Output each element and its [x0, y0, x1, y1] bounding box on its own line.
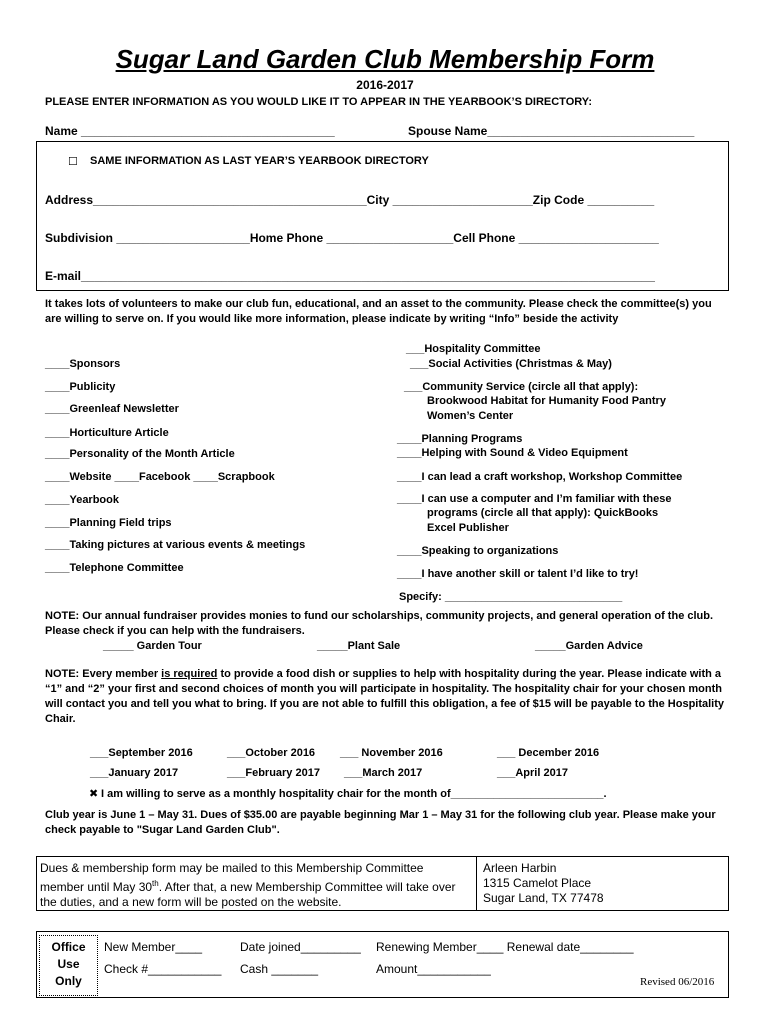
new-member-field[interactable]: New Member____: [104, 940, 203, 954]
form-year: 2016-2017: [356, 78, 414, 92]
name-field[interactable]: Name ______________________________________: [45, 124, 335, 138]
mailing-text-sup: th: [152, 879, 159, 888]
fundraiser-garden-advice[interactable]: _____Garden Advice: [535, 640, 643, 652]
hospitality-note-required: is required: [161, 668, 218, 680]
committee-other-skill[interactable]: ____I have another skill or talent I’d like to try!: [397, 568, 639, 580]
committee-planning[interactable]: ____Planning Programs: [397, 433, 523, 445]
committee-left-item[interactable]: ____Publicity: [45, 381, 116, 393]
committee-left-item[interactable]: ____Website ____Facebook ____Scrapbook: [45, 471, 275, 483]
committee-computer[interactable]: ____I can use a computer and I’m familiar with these: [397, 493, 672, 505]
hospitality-note-post: to provide a food dish or supplies to help with hospitality during the year. Please indicate with a “1” and “2” your first and second choices of month you will participate in hospitality. The hospitality chair for your chosen month will contact you and tell you what to bring. If you are not able to fulfill this obligation, a fee of $15 will be payable to the Hospitality Chair.: [45, 668, 725, 725]
month-february[interactable]: ___February 2017: [227, 767, 320, 779]
computer-programs-2: Excel Publisher: [427, 522, 509, 534]
committee-left-item[interactable]: ____Personality of the Month Article: [45, 448, 235, 460]
committee-left-item[interactable]: ____Planning Field trips: [45, 517, 172, 529]
checkbox-icon[interactable]: ☐: [68, 156, 78, 168]
hospitality-note-pre: NOTE: Every member: [45, 668, 162, 680]
month-october[interactable]: ___October 2016: [227, 747, 316, 759]
fundraiser-note: NOTE: Our annual fundraiser provides monies to fund our scholarships, community projects, and general operation of the club. Please check if you can help with the fundraisers.: [45, 610, 714, 637]
committee-left-item[interactable]: ____Yearbook: [45, 494, 119, 506]
x-mark-icon: ✖: [89, 788, 99, 800]
volunteer-intro: It takes lots of volunteers to make our club fun, educational, and an asset to the community. Please check the committee(s) you are willing to serve on. If you would like more information, please indicate by writing “Info” beside the activity: [45, 298, 712, 325]
fundraiser-plant-sale[interactable]: _____Plant Sale: [317, 640, 401, 652]
committee-hospitality[interactable]: ___Hospitality Committee: [406, 343, 541, 355]
monthly-chair-option[interactable]: I am willing to serve as a monthly hospitality chair for the month of_________________________.: [101, 788, 607, 800]
phone-fields[interactable]: Subdivision ____________________Home Phone ___________________Cell Phone _____________________: [45, 231, 659, 245]
committee-social[interactable]: ___Social Activities (Christmas & May): [410, 358, 612, 370]
committee-sound[interactable]: ____Helping with Sound & Video Equipment: [397, 447, 628, 459]
mailing-address-city: Sugar Land, TX 77478: [483, 891, 604, 905]
community-options: Brookwood Habitat for Humanity Food Pantry: [427, 395, 666, 407]
committee-craft[interactable]: ____I can lead a craft workshop, Workshop Committee: [397, 471, 683, 483]
committee-left-item[interactable]: ____Telephone Committee: [45, 562, 184, 574]
amount-field[interactable]: Amount___________: [376, 962, 491, 976]
mailing-text-post: . After that, a new Membership Committee will take over the duties, and a new form will be posted on the website.: [40, 880, 456, 909]
committee-left-item[interactable]: ____Greenleaf Newsletter: [45, 403, 179, 415]
office-label-line1: Office: [51, 940, 86, 954]
hospitality-note: [45, 667, 735, 727]
cash-field[interactable]: Cash _______: [240, 962, 319, 976]
office-label-line2: Use: [57, 957, 80, 971]
date-joined-field[interactable]: Date joined_________: [240, 940, 361, 954]
club-year-note: Club year is June 1 – May 31. Dues of $35.00 are payable beginning Mar 1 – May 31 for the following club year. Please make your check payable to "Sugar Land Garden Club".: [45, 809, 716, 836]
computer-programs: programs (circle all that apply): QuickBooks: [427, 507, 659, 519]
committee-speaking[interactable]: ____Speaking to organizations: [397, 545, 559, 557]
renewing-member-field[interactable]: Renewing Member____ Renewal date________: [376, 940, 634, 954]
mailing-text: [40, 861, 465, 910]
month-march[interactable]: ___March 2017: [344, 767, 423, 779]
committee-community[interactable]: ___Community Service (circle all that apply):: [404, 381, 639, 393]
committee-left-item[interactable]: ____Sponsors: [45, 358, 121, 370]
fundraiser-garden-tour[interactable]: _____ Garden Tour: [103, 640, 202, 652]
month-september[interactable]: ___September 2016: [90, 747, 193, 759]
address-field[interactable]: Address_________________________________________City _____________________Zip Code __________: [45, 193, 655, 207]
email-field[interactable]: E-mail______________________________________________________________________________________: [45, 269, 655, 283]
community-womens-center: Women’s Center: [427, 410, 514, 422]
revised-date: Revised 06/2016: [640, 976, 715, 988]
committee-left-item[interactable]: ____Taking pictures at various events & meetings: [45, 539, 306, 551]
month-april[interactable]: ___April 2017: [497, 767, 568, 779]
mailing-address-name: Arleen Harbin: [483, 861, 557, 875]
check-number-field[interactable]: Check #___________: [104, 962, 222, 976]
page-title: Sugar Land Garden Club Membership Form: [115, 44, 655, 74]
month-november[interactable]: ___ November 2016: [340, 747, 443, 759]
month-december[interactable]: ___ December 2016: [497, 747, 600, 759]
spouse-name-field[interactable]: Spouse Name_______________________________: [408, 124, 695, 138]
committee-left-item[interactable]: ____Horticulture Article: [45, 427, 169, 439]
mailing-box-divider: [476, 856, 477, 911]
month-january[interactable]: ___January 2017: [90, 767, 179, 779]
office-label-line3: Only: [55, 974, 82, 988]
specify-field[interactable]: Specify: _____________________________: [399, 591, 623, 603]
mailing-address-street: 1315 Camelot Place: [483, 876, 592, 890]
mailing-text-pre: Dues & membership form may be mailed to this Membership Committee member until May 30: [40, 861, 424, 894]
same-info-label: SAME INFORMATION AS LAST YEAR’S YEARBOOK DIRECTORY: [90, 155, 429, 167]
directory-instruction: PLEASE ENTER INFORMATION AS YOU WOULD LIKE IT TO APPEAR IN THE YEARBOOK’S DIRECTORY:: [45, 96, 592, 108]
